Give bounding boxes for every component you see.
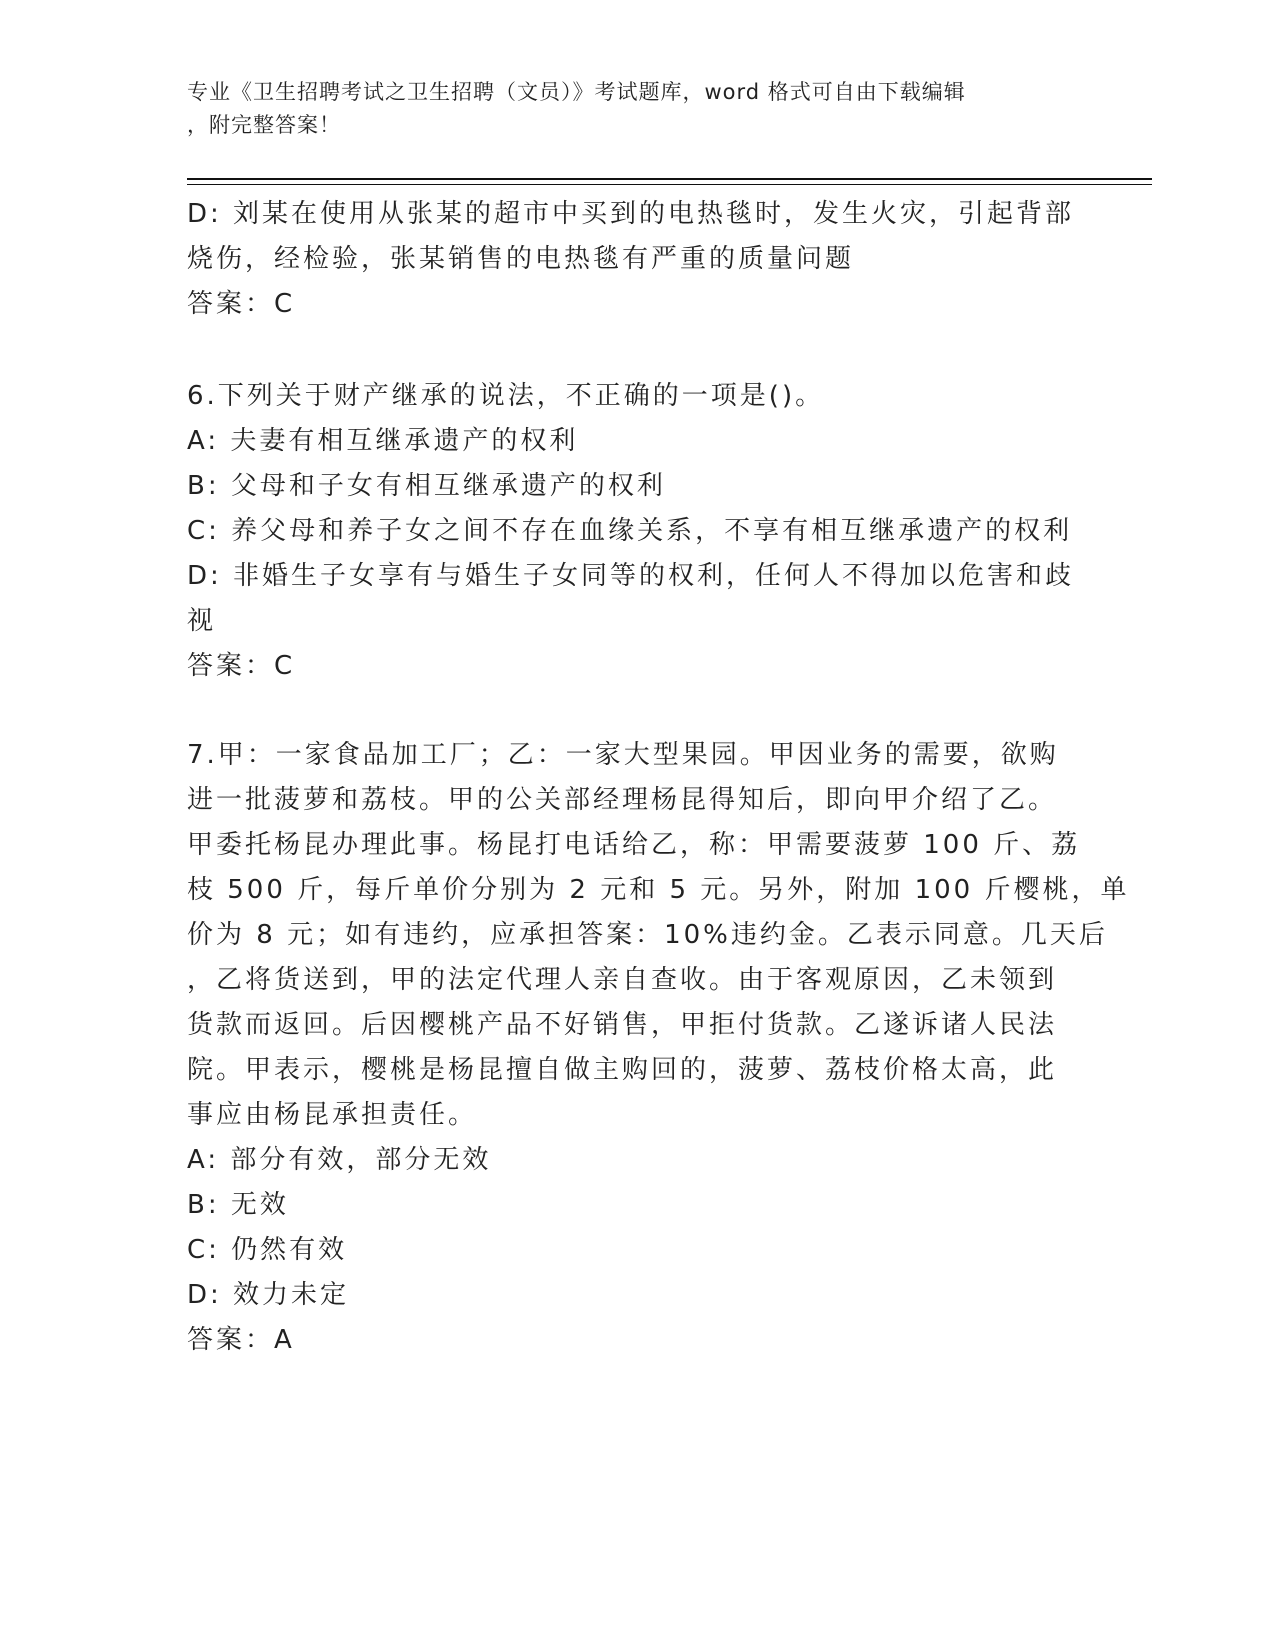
q6-stem: 6.下列关于财产继承的说法，不正确的一项是()。 xyxy=(187,381,825,411)
header-rule-thin xyxy=(187,184,1152,185)
q7-option-d: D: 效力未定 xyxy=(187,1280,350,1310)
question-5-tail xyxy=(187,192,1087,327)
q7-stem-line: 货款而返回。后因樱桃产品不好销售，甲拒付货款。乙遂诉诸人民法 xyxy=(187,1010,1058,1040)
q6-option-d-line-1: D: 非婚生子女享有与婚生子女同等的权利，任何人不得加以危害和歧 xyxy=(187,561,1075,591)
q7-option-c: C: 仍然有效 xyxy=(187,1235,348,1265)
q7-answer: 答案：A xyxy=(187,1325,295,1355)
spacer xyxy=(187,689,1087,733)
q7-option-a: A: 部分有效，部分无效 xyxy=(187,1145,492,1175)
q6-option-d-line-2: 视 xyxy=(187,606,217,636)
question-7 xyxy=(187,733,1130,1363)
header-rule-thick xyxy=(187,178,1152,180)
q7-stem-line: 7.甲：一家食品加工厂；乙：一家大型果园。甲因业务的需要，欲购 xyxy=(187,740,1059,770)
document-header xyxy=(187,76,1067,142)
q5-option-d-line-1: D: 刘某在使用从张某的超市中买到的电热毯时，发生火灾，引起背部 xyxy=(187,199,1075,229)
q7-stem-line: 价为 8 元；如有违约，应承担答案：10%违约金。乙表示同意。几天后 xyxy=(187,920,1108,950)
q7-option-b: B: 无效 xyxy=(187,1190,289,1220)
q6-answer: 答案：C xyxy=(187,651,296,681)
q7-stem-line: 枝 500 斤，每斤单价分别为 2 元和 5 元。另外，附加 100 斤樱桃，单 xyxy=(187,875,1130,905)
q7-stem-line: 事应由杨昆承担责任。 xyxy=(187,1100,478,1130)
header-line-1: 专业《卫生招聘考试之卫生招聘（文员）》考试题库，word 格式可自由下载编辑 xyxy=(187,80,966,104)
q7-stem-line: 院。甲表示，樱桃是杨昆擅自做主购回的，菠萝、荔枝价格太高，此 xyxy=(187,1055,1058,1085)
question-content xyxy=(187,192,1130,1363)
spacer xyxy=(187,327,1087,374)
q6-option-c: C: 养父母和养子女之间不存在血缘关系，不享有相互继承遗产的权利 xyxy=(187,516,1073,546)
q5-option-d-line-2: 烧伤，经检验，张某销售的电热毯有严重的质量问题 xyxy=(187,244,855,274)
q6-option-a: A: 夫妻有相互继承遗产的权利 xyxy=(187,426,579,456)
q7-stem-line: 甲委托杨昆办理此事。杨昆打电话给乙，称：甲需要菠萝 100 斤、荔 xyxy=(187,830,1081,860)
q7-stem-line: 进一批菠萝和荔枝。甲的公关部经理杨昆得知后，即向甲介绍了乙。 xyxy=(187,785,1058,815)
q6-option-b: B: 父母和子女有相互继承遗产的权利 xyxy=(187,471,666,501)
header-line-2: ，附完整答案！ xyxy=(187,113,341,137)
q7-stem-line: ，乙将货送到，甲的法定代理人亲自查收。由于客观原因，乙未领到 xyxy=(187,965,1058,995)
q5-answer: 答案：C xyxy=(187,289,296,319)
question-6 xyxy=(187,374,1087,689)
